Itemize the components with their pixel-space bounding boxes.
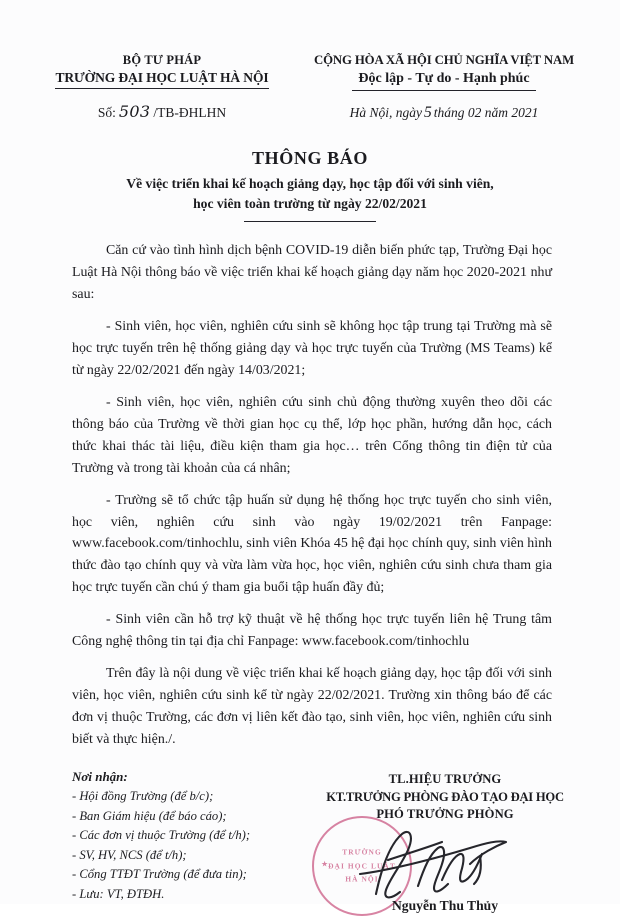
seal-star-icon: ★ <box>321 859 329 869</box>
date-year: 2021 <box>511 105 539 121</box>
signature-block <box>304 769 586 914</box>
place-date-prefix: Hà Nội, ngày <box>349 105 422 121</box>
body-paragraph: - Sinh viên cần hỗ trợ kỹ thuật về hệ thống học trực tuyến liên hệ Trung tâm Công nghệ thông tin tại địa chỉ Fanpage: www.facebook.com/tinhochlu <box>72 612 552 650</box>
recipients-block <box>72 769 304 904</box>
date-month-label: tháng <box>433 105 465 121</box>
body-paragraph: - Sinh viên, học viên, nghiên cứu sinh sẽ không học tập trung tại Trường mà sẽ học trực tuyến trên hệ thống giảng dạy và học trực tuyến của Trường (MS Teams) kể từ ngày 22/02/2021 đến ngày 14/03/2021; <box>72 318 552 378</box>
signer-name: Nguyễn Thu Thủy <box>391 898 499 914</box>
university-name: TRƯỜNG ĐẠI HỌC LUẬT HÀ NỘI <box>55 69 268 89</box>
document-number <box>28 102 296 121</box>
date-month: 02 <box>467 105 482 121</box>
document-footer <box>0 769 620 914</box>
body-paragraph: Trên đây là nội dung về việc triển khai kế hoạch giảng dạy, học tập đối với sinh viên, học viên, nghiên cứu sinh kể từ ngày 22/02/2021. Trường xin thông báo để các đơn vị thuộc Trường, các đơn vị liên kết đào tạo, sinh viên, học viên, nghiên cứu sinh biết và thực hiện./. <box>72 666 552 748</box>
list-item: - Ban Giám hiệu (để báo cáo); <box>72 808 227 823</box>
seal-line-2: ĐẠI HỌC LUẬT <box>328 861 396 871</box>
document-number-suffix: /TB-ĐHLHN <box>153 105 227 121</box>
national-motto: Độc lập - Tự do - Hạnh phúc <box>352 70 535 91</box>
signature-authority-line-2: KT.TRƯỞNG PHÒNG ĐÀO TẠO ĐẠI HỌC <box>326 789 564 804</box>
document-body <box>0 240 620 751</box>
title-divider <box>244 221 376 222</box>
seal-line-3: HÀ NỘI <box>345 874 379 884</box>
list-item: - Lưu: VT, ĐTĐH. <box>72 886 165 901</box>
list-item: - Các đơn vị thuộc Trường (để t/h); <box>72 828 251 843</box>
seal-text <box>319 846 405 887</box>
document-title-block <box>0 148 620 222</box>
title-subtitle <box>52 174 568 213</box>
document-number-value: 503 <box>118 102 151 122</box>
date-year-label: năm <box>484 105 508 121</box>
list-item: - SV, HV, NCS (để t/h); <box>72 847 187 862</box>
list-item: - Cổng TTĐT Trường (để đưa tin); <box>72 867 247 882</box>
document-number-label: Số: <box>97 105 116 121</box>
body-paragraph: Căn cứ vào tình hình dịch bệnh COVID-19 diễn biến phức tạp, Trường Đại học Luật Hà Nội thông báo về việc triển khai kế hoạch giảng dạy năm học 2020-2021 như sau: <box>72 242 552 302</box>
place-and-date <box>296 104 592 122</box>
country-name: CỘNG HÒA XÃ HỘI CHỦ NGHĨA VIỆT NAM <box>314 53 574 67</box>
title-subtitle-line-1: Về việc triển khai kế hoạch giảng dạy, học tập đối với sinh viên, <box>126 176 494 192</box>
recipients-list <box>72 787 304 904</box>
page-title: THÔNG BÁO <box>252 148 368 169</box>
seal-line-1: TRƯỜNG <box>342 847 382 857</box>
issuing-authority-block <box>28 52 296 121</box>
signature-area <box>304 824 586 898</box>
recipients-title: Nơi nhận: <box>72 769 128 785</box>
national-heading-block <box>296 52 592 122</box>
date-day: 5 <box>423 104 432 122</box>
ministry-name: BỘ TƯ PHÁP <box>122 53 202 67</box>
body-paragraph: - Sinh viên, học viên, nghiên cứu sinh chủ động thường xuyên theo dõi các thông báo của Trường về thời gian học cụ thể, lớp học phần, hướng dẫn học, cách thức khai thác tài liệu, điều kiện tham gia học… trên Cổng thông tin điện tử của Trường và trong tài khoản của cá nhân; <box>72 394 552 476</box>
signature-authority-line-3: PHÓ TRƯỞNG PHÒNG <box>376 807 514 822</box>
body-paragraph: - Trường sẽ tổ chức tập huấn sử dụng hệ thống học trực tuyến cho sinh viên, học viên, nghiên cứu sinh vào ngày 19/02/2021 trên Fanpage: www.facebook.com/tinhochlu, sinh viên Khóa 45 hệ đại học chính quy, sinh viên hình thức đào tạo chính quy và vừa làm vừa học, học viên, nghiên cứu sinh chưa tham gia học trực tuyến cần chú ý tham gia buổi tập huấn đầy đủ; <box>72 492 552 596</box>
list-item: - Hội đồng Trường (để b/c); <box>72 789 214 804</box>
signature-authority-line-1: TL.HIỆU TRƯỞNG <box>388 772 502 787</box>
document-header <box>0 0 620 122</box>
title-subtitle-line-2: học viên toàn trường từ ngày 22/02/2021 <box>193 195 427 211</box>
